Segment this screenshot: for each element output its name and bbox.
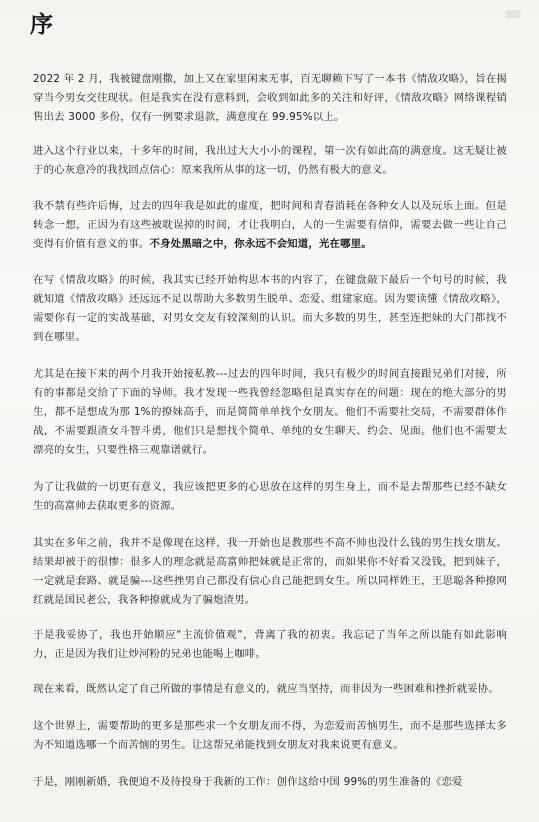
paragraph-2: 进入这个行业以来，十多年的时间，我出过大大小小的课程，第一次有如此高的满意度。这无疑让被于的心灰意冷的我找回点信心：原来我所从事的这一切，仍然有极大的意义。: [33, 145, 507, 176]
paragraph-5: 尤其是在接下来的两个月我开始接私教---过去的四年时间，我只有极少的时间直接跟兄弟们对接，所有的事都是交给了下面的导师。我才发现一些我曾经忽略但是真实存在的问题：现在的绝大部分的男生，都不是想成为那 1%的撩妹高手，而是简简单单找个女朋友。他们不需要社交局，不需要群体作战，不需要跟渣女斗智斗勇，他们只是想找个简单、单纯的女生聊天、约会、见面。他们也不需要太漂亮的女生，只要性格三观靠谱就行。: [33, 368, 507, 456]
paragraph-6: 为了让我做的一切更有意义，我应该把更多的心思放在这样的男生身上，而不是去帮那些已经不缺女生的高富帅去获取更多的资源。: [33, 481, 507, 512]
scan-mark: [505, 10, 521, 18]
paragraph-9: 现在来看，既然认定了自己所做的事情是有意义的，就应当坚持，而非因为一些困难和挫折就妥协。: [33, 683, 499, 695]
paragraph-7: 其实在多年之前，我并不是像现在这样，我一开始也是教那些不高不帅也没什么钱的男生找女朋友。结果却被于的很惨：很多人的理念就是高富帅把妹就是正常的，而如果你不好看又没钱，把到妹子，一定就是套路、就是骗---这些挫男自己都没有信心自己能把到女生。所以同样姓王，王思聪各种撩网红就是国民老公，我各种撩就成为了骗炮渣男。: [33, 537, 507, 606]
preface-body: [33, 70, 507, 792]
preface-title: 序: [30, 11, 54, 38]
paragraph-8: 于是我妥协了，我也开始顺应“主流价值观”，背离了我的初衷。我忘记了当年之所以能有如此影响力，正是因为我们让炒河粉的兄弟也能喝上咖啡。: [33, 629, 507, 660]
paragraph-3-text: 我不禁有些许后悔，过去的四年我是如此的虚度，把时间和青春消耗在各种女人以及玩乐上面。但是转念一想，正因为有这些被耽误掉的时间，才让我明白，人的一生需要有信仰，需要去做一些让自己变得有价值有意义的事。: [33, 200, 507, 250]
paragraph-3-emphasis: 不身处黑暗之中，你永远不会知道，光在哪里。: [149, 238, 372, 250]
paragraph-1: 2022 年 2 月，我被键盘刚撒，加上又在家里闲来无事，百无聊赖下写了一本书《情敌攻略》，旨在揭穿当今男女交往现状。但是我实在没有意料到，会收到如此多的关注和好评，《情敌攻略》网络课程销售出去 3000 多份，仅有一例要求退款，满意度在 99.95%以上。: [33, 73, 507, 123]
paragraph-3: [33, 197, 507, 254]
paragraph-10: 这个世界上，需要帮助的更多是那些求一个女朋友而不得，为恋爱而苦恼男生，而不是那些选择太多为不知道选哪一个而苦恼的男生。让这帮兄弟能找到女朋友对我来说更有意义。: [33, 720, 507, 751]
paragraph-4: 在写《情敌攻略》的时候，我其实已经开始构思本书的内容了，在键盘敲下最后一个句号的时候，我就知道《情敌攻略》还远远不足以帮助大多数男生脱单、恋爱、组建家庭。因为要读懂《情敌攻略》，需要你有一定的实战基础，对男女交友有较深刻的认识。而大多数的男生，甚至连把妹的大门都找不到在哪里。: [33, 274, 507, 343]
paragraph-11: 于是，刚刚新婚，我便迫不及待投身于我新的工作：创作这给中国 99%的男生准备的《恋爱: [33, 776, 463, 788]
